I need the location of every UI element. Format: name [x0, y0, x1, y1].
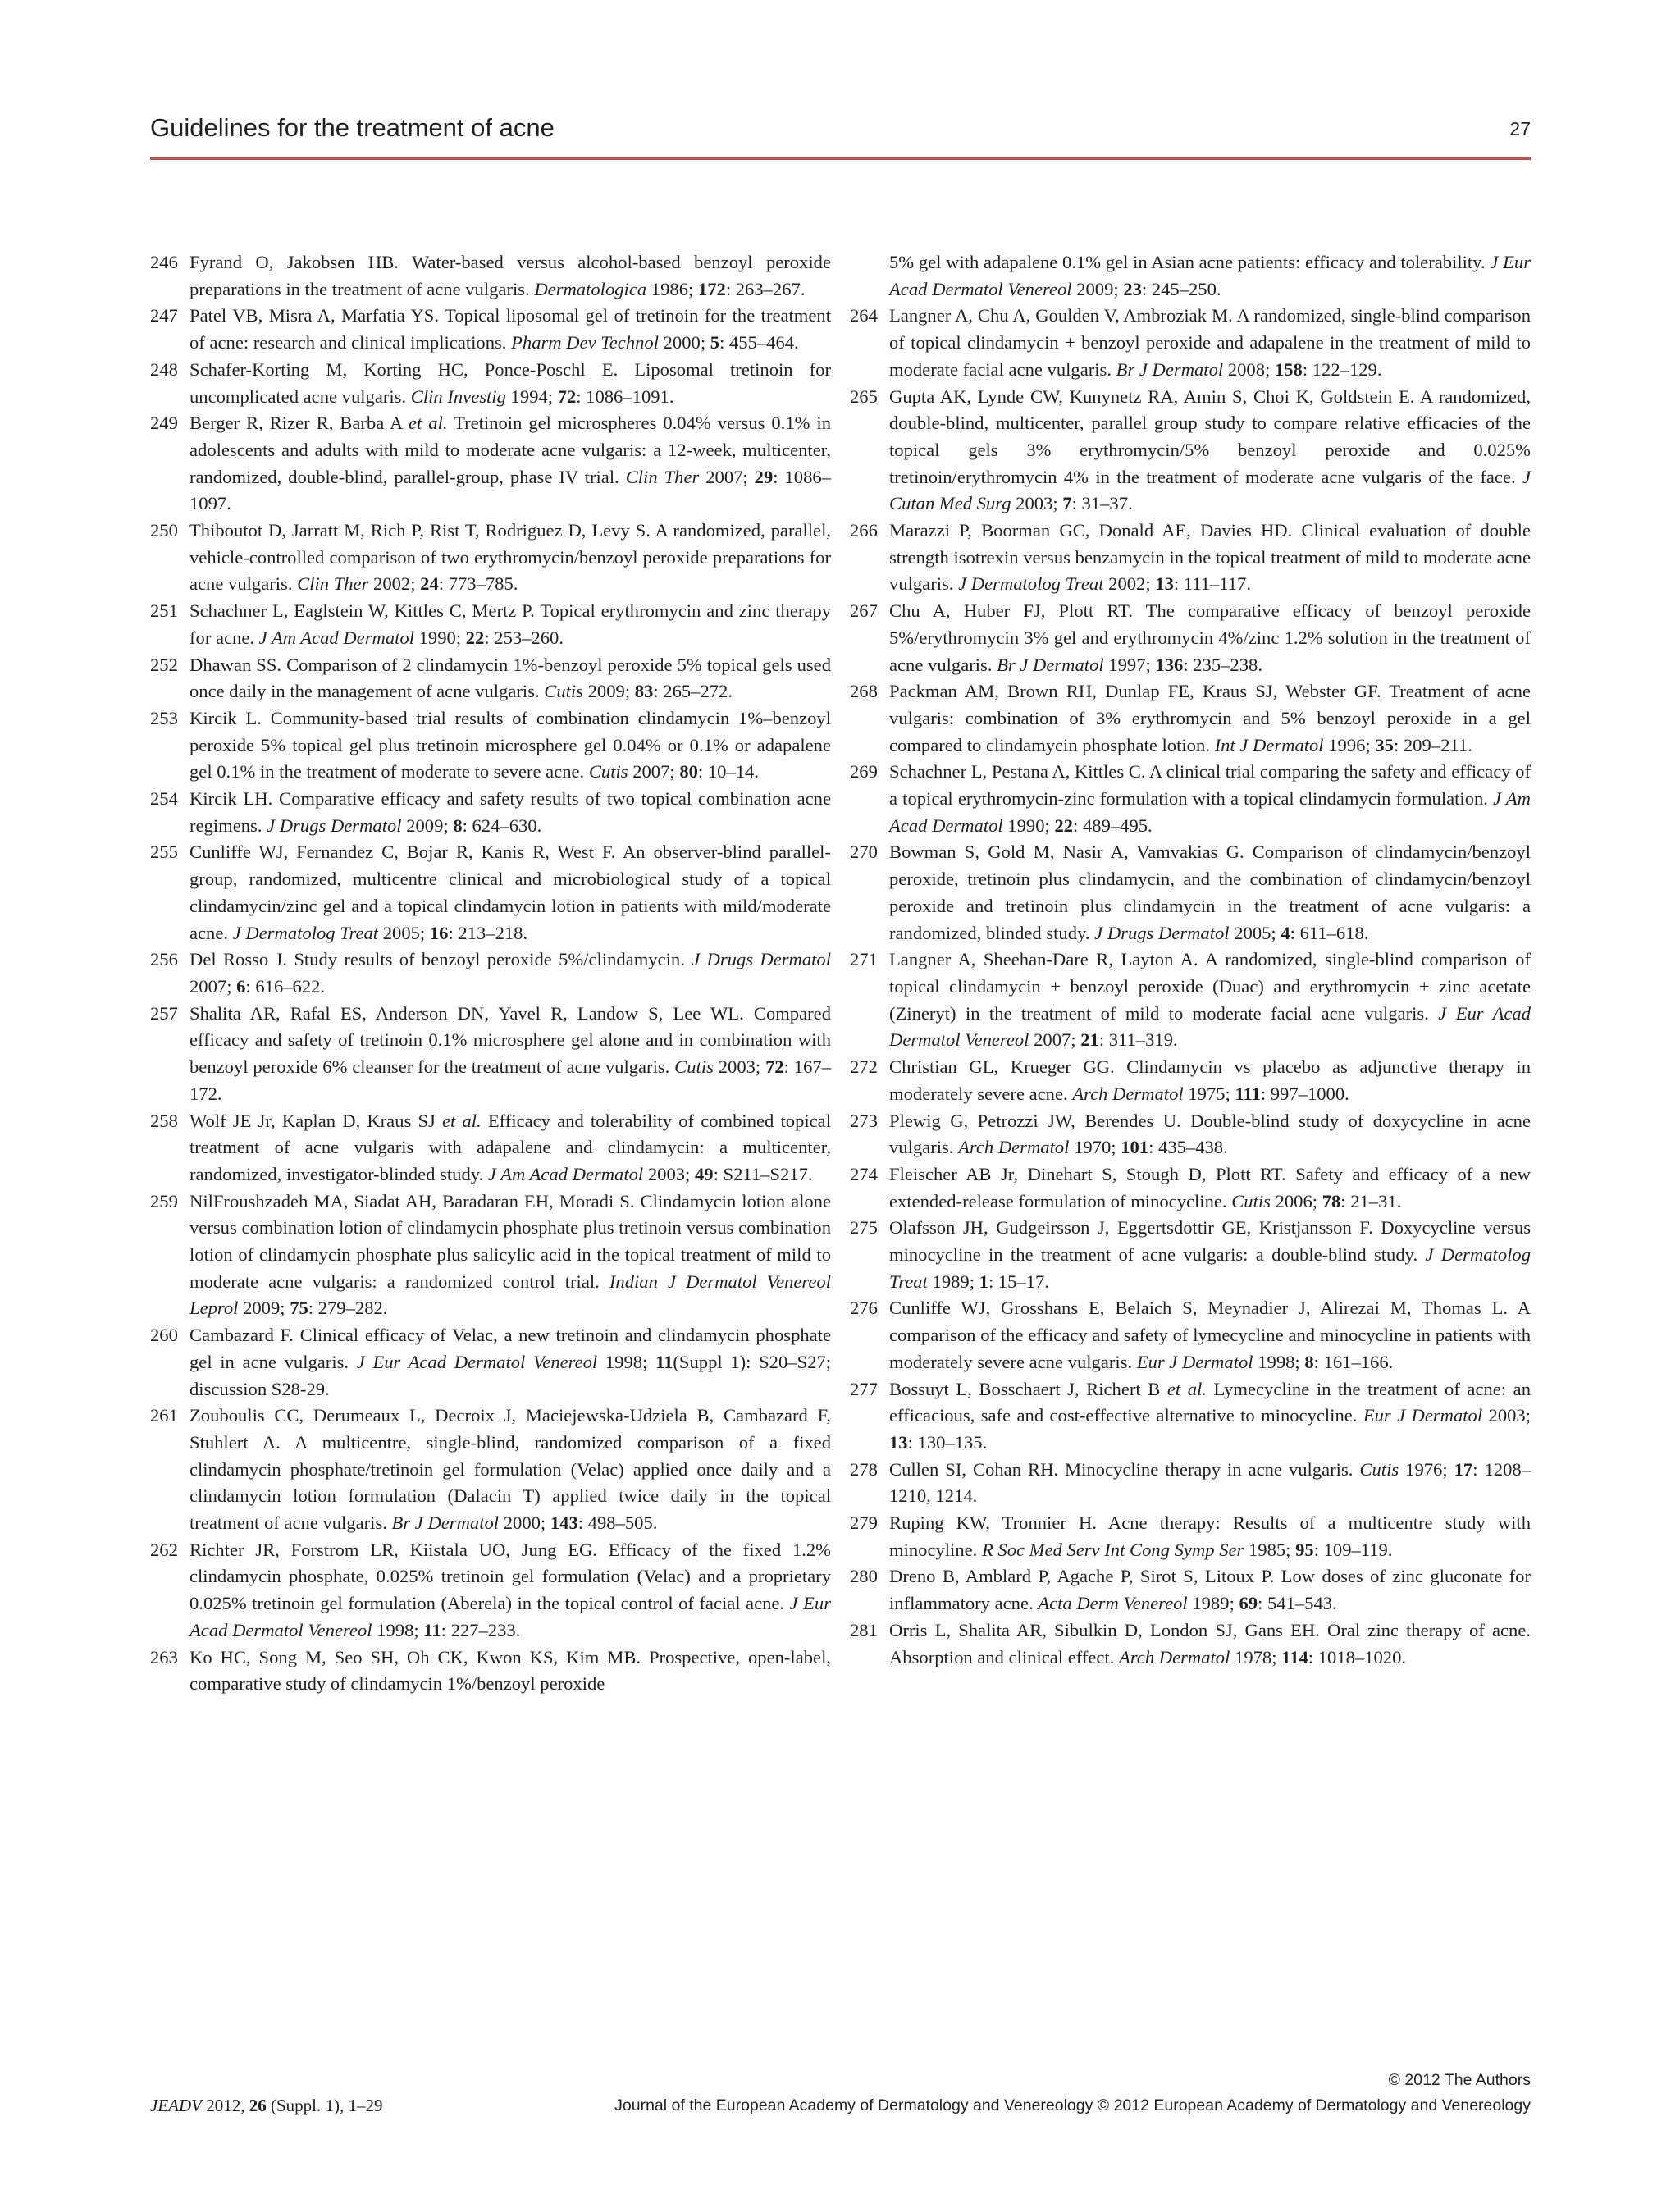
- reference-item: [150, 786, 831, 839]
- reference-number: 248: [150, 358, 178, 380]
- reference-number: 249: [150, 413, 178, 434]
- reference-item: [150, 303, 831, 356]
- reference-text: Dhawan SS. Comparison of 2 clindamycin 1%-benzoyl peroxide 5% topical gels used once daily in the management of acne vulgaris. Cutis 2009; 83: 265–272.: [189, 654, 831, 702]
- reference-item: [150, 839, 831, 947]
- reference-item: [150, 1188, 831, 1323]
- reference-text: Marazzi P, Boorman GC, Donald AE, Davies HD. Clinical evaluation of double strength isotrexin versus benzamycin in the topical treatment of mild to moderate acne vulgaris. J Dermatolog Treat 2002; 13: 111–117.: [889, 520, 1531, 595]
- reference-item: [850, 1295, 1531, 1375]
- reference-number: 275: [850, 1217, 878, 1239]
- reference-text: Berger R, Rizer R, Barba A et al. Tretinoin gel microspheres 0.04% versus 0.1% in adolescents and adults with mild to moderate acne vulgaris: a 12-week, multicenter, randomized, double-blind, parallel-group, phase IV trial. Clin Ther 2007; 29: 1086–1097.: [189, 413, 831, 514]
- reference-text: 5% gel with adapalene 0.1% gel in Asian acne patients: efficacy and tolerability. J Eur Acad Dermatol Venereol 2009; 23: 245–250.: [889, 252, 1531, 299]
- journal-volume: 26: [249, 2096, 267, 2115]
- reference-item: [150, 598, 831, 651]
- reference-item: [150, 1108, 831, 1188]
- page-number: 27: [1509, 118, 1531, 139]
- reference-item: [850, 384, 1531, 518]
- running-title: Guidelines for the treatment of acne: [150, 113, 555, 142]
- reference-text: Schafer-Korting M, Korting HC, Ponce-Poschl E. Liposomal tretinoin for uncomplicated acne vulgaris. Clin Investig 1994; 72: 1086–1091.: [189, 358, 831, 407]
- reference-number: 252: [150, 654, 178, 675]
- reference-item: [850, 759, 1531, 839]
- reference-item: [850, 1054, 1531, 1107]
- reference-item: [150, 518, 831, 598]
- reference-text: Dreno B, Amblard P, Agache P, Sirot S, Litoux P. Low doses of zinc gluconate for inflammatory acne. Acta Derm Venereol 1989; 69: 541–543.: [889, 1566, 1531, 1614]
- reference-item: [850, 1510, 1531, 1563]
- reference-number: 260: [150, 1325, 178, 1346]
- reference-number: 254: [150, 788, 178, 810]
- reference-number: 265: [850, 385, 878, 407]
- reference-number: 263: [150, 1646, 178, 1667]
- reference-text: Cambazard F. Clinical efficacy of Velac, a new tretinoin and clindamycin phosphate gel in acne vulgaris. J Eur Acad Dermatol Venereol 1998; 11(Suppl 1): S20–S27; discussion S28-29.: [189, 1325, 832, 1399]
- reference-item: [850, 1161, 1531, 1215]
- reference-item: [150, 1403, 831, 1537]
- reference-number: 280: [850, 1566, 878, 1587]
- reference-number: 271: [850, 949, 878, 970]
- reference-text: Wolf JE Jr, Kaplan D, Kraus SJ et al. Efficacy and tolerability of combined topical treatment of acne vulgaris with adapalene and clindamycin: a multicenter, randomized, investigator-blinded study. J Am Acad Dermatol 2003; 49: S211–S217.: [189, 1110, 831, 1184]
- reference-item: [150, 947, 831, 1000]
- reference-item: [150, 1537, 831, 1645]
- reference-number: 262: [150, 1539, 178, 1560]
- reference-number: 266: [850, 520, 878, 541]
- reference-text: NilFroushzadeh MA, Siadat AH, Baradaran EH, Moradi S. Clindamycin lotion alone versus combination lotion of clindamycin phosphate plus tretinoin versus combination lotion of clindamycin phosphate plus salicylic acid in the topical treatment of mild to moderate acne vulgaris: a randomized control trial. Indian J Dermatol Venereol Leprol 2009; 75: 279–282.: [189, 1190, 831, 1319]
- reference-text: Patel VB, Misra A, Marfatia YS. Topical liposomal gel of tretinoin for the treatment of acne: research and clinical implications. Pharm Dev Technol 2000; 5: 455–464.: [189, 305, 831, 354]
- reference-text: Bowman S, Gold M, Nasir A, Vamvakias G. Comparison of clindamycin/benzoyl peroxide, tretinoin plus clindamycin, and the combination of clindamycin/benzoyl peroxide and tretinoin plus clindamycin in the treatment of acne vulgaris: a randomized, blinded study. J Drugs Dermatol 2005; 4: 611–618.: [889, 842, 1531, 943]
- reference-item: [150, 652, 831, 705]
- reference-text: Kircik LH. Comparative efficacy and safety results of two topical combination acne regimens. J Drugs Dermatol 2009; 8: 624–630.: [189, 788, 831, 836]
- reference-text: Bossuyt L, Bosschaert J, Richert B et al. Lymecycline in the treatment of acne: an efficacious, safe and cost-effective alternative to minocycline. Eur J Dermatol 2003; 13: 130–135.: [889, 1378, 1531, 1453]
- reference-item: [150, 1001, 831, 1108]
- reference-text: Christian GL, Krueger GG. Clindamycin vs placebo as adjunctive therapy in moderately severe acne. Arch Dermatol 1975; 111: 997–1000.: [889, 1056, 1531, 1104]
- reference-number: 256: [150, 949, 178, 970]
- reference-number: 276: [850, 1298, 878, 1319]
- copyright-authors: © 2012 The Authors: [1388, 2071, 1531, 2089]
- reference-number: 273: [850, 1110, 878, 1131]
- reference-column-left: [150, 249, 831, 1698]
- reference-text: Langner A, Chu A, Goulden V, Ambroziak M. A randomized, single-blind comparison of topical clindamycin + benzoyl peroxide and adapalene in the treatment of mild to moderate facial acne vulgaris. Br J Dermatol 2008; 158: 122–129.: [889, 305, 1531, 380]
- reference-item: [850, 947, 1531, 1054]
- reference-text: Schachner L, Eaglstein W, Kittles C, Mertz P. Topical erythromycin and zinc therapy for acne. J Am Acad Dermatol 1990; 22: 253–260.: [189, 600, 831, 648]
- reference-number: 247: [150, 305, 178, 326]
- journal-issue: (Suppl. 1), 1–29: [270, 2096, 383, 2115]
- reference-item: [850, 1457, 1531, 1510]
- reference-item: [150, 249, 831, 303]
- reference-text: Chu A, Huber FJ, Plott RT. The comparative efficacy of benzoyl peroxide 5%/erythromycin 3% gel and erythromycin 4%/zinc 1.2% solution in the treatment of acne vulgaris. Br J Dermatol 1997; 136: 235–238.: [889, 600, 1531, 675]
- reference-number: 267: [850, 600, 878, 622]
- reference-item: [850, 598, 1531, 678]
- reference-item: [850, 1617, 1531, 1671]
- reference-text: Shalita AR, Rafal ES, Anderson DN, Yavel R, Landow S, Lee WL. Compared efficacy and safety of tretinoin 0.1% microsphere gel alone and in combination with benzoyl peroxide 6% cleanser for the treatment of acne vulgaris. Cutis 2003; 72: 167–172.: [189, 1002, 831, 1104]
- reference-number: 274: [850, 1163, 878, 1184]
- reference-text: Cunliffe WJ, Grosshans E, Belaich S, Meynadier J, Alirezai M, Thomas L. A comparison of the efficacy and safety of lymecycline and minocycline in patients with moderately severe acne vulgaris. Eur J Dermatol 1998; 8: 161–166.: [889, 1298, 1531, 1372]
- page-header: [150, 108, 1531, 160]
- reference-number: 258: [150, 1110, 178, 1131]
- journal-copyright-line: Journal of the European Academy of Dermatology and Venereology © 2012 European Academy of Dermatology and Venereology: [614, 2096, 1531, 2114]
- reference-text: Del Rosso J. Study results of benzoyl peroxide 5%/clindamycin. J Drugs Dermatol 2007; 6: 616–622.: [189, 949, 831, 997]
- reference-number: 250: [150, 520, 178, 541]
- reference-text: Richter JR, Forstrom LR, Kiistala UO, Jung EG. Efficacy of the fixed 1.2% clindamycin phosphate, 0.025% tretinoin gel formulation (Velac) and a proprietary 0.025% tretinoin gel formulation (Aberela) in the topical control of facial acne. J Eur Acad Dermatol Venereol 1998; 11: 227–233.: [189, 1539, 831, 1640]
- reference-text: Cunliffe WJ, Fernandez C, Bojar R, Kanis R, West F. An observer-blind parallel-group, randomized, multicentre clinical and microbiological study of a topical clindamycin/zinc gel and a topical clindamycin lotion in patients with mild/moderate acne. J Dermatolog Treat 2005; 16: 213–218.: [189, 842, 831, 943]
- journal-abbrev: JEADV: [150, 2096, 202, 2115]
- reference-item: [850, 1376, 1531, 1457]
- reference-item: [850, 249, 1531, 303]
- reference-text: Packman AM, Brown RH, Dunlap FE, Kraus SJ, Webster GF. Treatment of acne vulgaris: combination of 3% erythromycin and 5% benzoyl peroxide in a gel compared to clindamycin phosphate lotion. Int J Dermatol 1996; 35: 209–211.: [889, 681, 1531, 755]
- journal-citation: [150, 2096, 382, 2116]
- reference-number: 281: [850, 1619, 878, 1640]
- journal-year: 2012,: [206, 2096, 245, 2115]
- reference-text: Kircik L. Community-based trial results of combination clindamycin 1%–benzoyl peroxide 5% topical gel plus tretinoin microsphere gel 0.04% or 0.1% or adapalene gel 0.1% in the treatment of moderate to severe acne. Cutis 2007; 80: 10–14.: [189, 707, 831, 782]
- reference-text: Thiboutot D, Jarratt M, Rich P, Rist T, Rodriguez D, Levy S. A randomized, parallel, vehicle-controlled comparison of two erythromycin/benzoyl peroxide preparations for acne vulgaris. Clin Ther 2002; 24: 773–785.: [189, 520, 831, 595]
- reference-item: [150, 1645, 831, 1698]
- reference-item: [850, 303, 1531, 383]
- reference-text: Olafsson JH, Gudgeirsson J, Eggertsdottir GE, Kristjansson F. Doxycycline versus minocycline in the treatment of acne vulgaris: a double-blind study. J Dermatolog Treat 1989; 1: 15–17.: [889, 1217, 1531, 1292]
- reference-number: 277: [850, 1378, 878, 1399]
- reference-item: [850, 839, 1531, 947]
- reference-text: Ko HC, Song M, Seo SH, Oh CK, Kwon KS, Kim MB. Prospective, open-label, comparative study of clindamycin 1%/benzoyl peroxide: [189, 1646, 831, 1695]
- reference-number: 246: [150, 252, 178, 272]
- reference-number: 251: [150, 600, 178, 622]
- reference-number: 268: [850, 681, 878, 702]
- reference-number: 253: [150, 707, 178, 728]
- reference-item: [150, 357, 831, 410]
- reference-number: 272: [850, 1056, 878, 1078]
- reference-item: [850, 518, 1531, 598]
- reference-text: Schachner L, Pestana A, Kittles C. A clinical trial comparing the safety and efficacy of a topical erythromycin-zinc formulation with a topical clindamycin formulation. J Am Acad Dermatol 1990; 22: 489–495.: [889, 761, 1532, 836]
- reference-text: Fyrand O, Jakobsen HB. Water-based versus alcohol-based benzoyl peroxide preparations in the treatment of acne vulgaris. Dermatologica 1986; 172: 263–267.: [189, 252, 831, 299]
- reference-number: 279: [850, 1512, 878, 1534]
- reference-number: 261: [150, 1405, 178, 1426]
- reference-item: [850, 1108, 1531, 1161]
- reference-number: 255: [150, 842, 178, 863]
- reference-number: 257: [150, 1002, 178, 1024]
- reference-text: Cullen SI, Cohan RH. Minocycline therapy in acne vulgaris. Cutis 1976; 17: 1208–1210, 1214.: [889, 1458, 1531, 1507]
- reference-number: 278: [850, 1458, 878, 1480]
- reference-number: 269: [850, 761, 878, 782]
- reference-text: Zouboulis CC, Derumeaux L, Decroix J, Maciejewska-Udziela B, Cambazard F, Stuhlert A. A multicentre, single-blind, randomized comparison of a fixed clindamycin phosphate/tretinoin gel formulation (Velac) applied once daily and a clindamycin lotion formulation (Dalacin T) applied twice daily in the topical treatment of acne vulgaris. Br J Dermatol 2000; 143: 498–505.: [189, 1405, 831, 1534]
- reference-item: [850, 678, 1531, 759]
- reference-text: Ruping KW, Tronnier H. Acne therapy: Results of a multicentre study with minocyline. R Soc Med Serv Int Cong Symp Ser 1985; 95: 109–119.: [889, 1512, 1531, 1560]
- reference-number: 259: [150, 1190, 178, 1211]
- reference-item: [150, 410, 831, 518]
- reference-text: Langner A, Sheehan-Dare R, Layton A. A randomized, single-blind comparison of topical clindamycin + benzoyl peroxide (Duac) and erythromycin + zinc acetate (Zineryt) in the treatment of mild to moderate facial acne vulgaris. J Eur Acad Dermatol Venereol 2007; 21: 311–319.: [889, 949, 1531, 1051]
- reference-number: 264: [850, 305, 878, 326]
- reference-text: Fleischer AB Jr, Dinehart S, Stough D, Plott RT. Safety and efficacy of a new extended-release formulation of minocycline. Cutis 2006; 78: 21–31.: [889, 1163, 1531, 1211]
- reference-item: [150, 705, 831, 786]
- reference-text: Gupta AK, Lynde CW, Kunynetz RA, Amin S, Choi K, Goldstein E. A randomized, double-blind, multicenter, parallel group study to compare relative efficacies of the topical gels 3% erythromycin/5% benzoyl peroxide and 0.025% tretinoin/erythromycin 4% in the treatment of moderate acne vulgaris of the face. J Cutan Med Surg 2003; 7: 31–37.: [889, 385, 1531, 514]
- reference-text: Orris L, Shalita AR, Sibulkin D, London SJ, Gans EH. Oral zinc therapy of acne. Absorption and clinical effect. Arch Dermatol 1978; 114: 1018–1020.: [889, 1619, 1531, 1667]
- reference-item: [850, 1563, 1531, 1617]
- reference-column-right: [850, 249, 1531, 1671]
- reference-item: [150, 1322, 831, 1403]
- reference-item: [850, 1215, 1531, 1295]
- reference-text: Plewig G, Petrozzi JW, Berendes U. Double-blind study of doxycycline in acne vulgaris. Arch Dermatol 1970; 101: 435–438.: [889, 1110, 1531, 1158]
- reference-number: 270: [850, 842, 878, 863]
